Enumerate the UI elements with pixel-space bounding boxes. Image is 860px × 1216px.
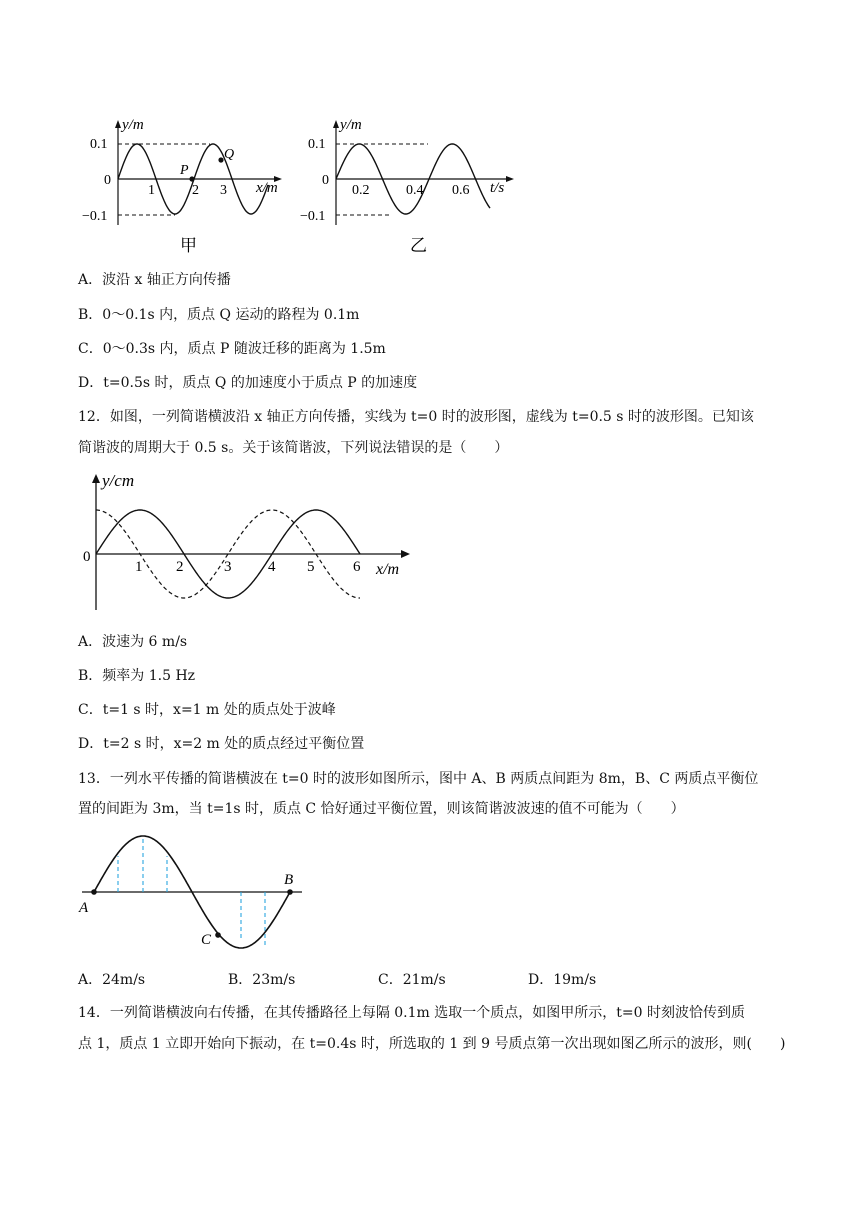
q13-stem-line2: 置的间距为 3m，当 t=1s 时，质点 C 恰好通过平衡位置，则该简谐波波速的值不可能为（ ）: [78, 801, 685, 817]
svg-text:3: 3: [220, 183, 227, 198]
svg-text:1: 1: [135, 559, 143, 575]
fig11-right-graph: [300, 110, 530, 260]
q11-option-a: A．波沿 x 轴正方向传播: [78, 272, 231, 288]
q12-ylabel: y/cm: [102, 471, 135, 490]
q12-stem-line1: 12．如图，一列简谐横波沿 x 轴正方向传播，实线为 t=0 时的波形图，虚线为 t=0.5 s 时的波形图。已知该: [78, 409, 754, 425]
point-Q-label: Q: [224, 147, 235, 162]
fig11-right-xlabel: t/s: [490, 180, 505, 196]
fig11-right-ylabel: y/m: [340, 117, 362, 133]
svg-text:0.2: 0.2: [352, 183, 370, 198]
q12-option-d: D．t=2 s 时，x=2 m 处的质点经过平衡位置: [78, 736, 365, 752]
svg-text:0.1: 0.1: [308, 137, 326, 152]
fig11-left-graph: [80, 110, 300, 260]
q12-option-c: C．t=1 s 时，x=1 m 处的质点处于波峰: [78, 702, 336, 718]
svg-text:4: 4: [268, 559, 276, 575]
svg-text:−0.1: −0.1: [300, 209, 326, 224]
q13-option-c: C．21m/s: [378, 972, 446, 988]
point-B-label: B: [284, 872, 294, 888]
svg-text:0.6: 0.6: [452, 183, 470, 198]
q13-option-b: B．23m/s: [228, 972, 296, 988]
svg-text:3: 3: [224, 559, 232, 575]
svg-text:6: 6: [353, 559, 361, 575]
q11-option-b: B．0～0.1s 内，质点 Q 运动的路程为 0.1m: [78, 307, 360, 323]
fig11-left-xlabel: x/m: [256, 180, 278, 196]
svg-text:−0.1: −0.1: [82, 209, 108, 224]
q14-stem-line1: 14．一列简谐横波向右传播，在其传播路径上每隔 0.1m 选取一个质点，如图甲所示，t=0 时刻波恰传到质: [78, 1005, 745, 1021]
svg-text:0.1: 0.1: [90, 137, 108, 152]
svg-text:0: 0: [104, 173, 111, 188]
q11-option-d: D．t=0.5s 时，质点 Q 的加速度小于质点 P 的加速度: [78, 375, 418, 391]
fig11-left-caption: 甲: [180, 236, 197, 255]
q14-stem-line2: 点 1，质点 1 立即开始向下振动，在 t=0.4s 时，所选取的 1 到 9 号质点第一次出现如图乙所示的波形，则( ): [78, 1036, 786, 1052]
q13-option-a: A．24m/s: [78, 972, 146, 988]
q13-option-d: D．19m/s: [528, 972, 597, 988]
svg-text:0: 0: [322, 173, 329, 188]
q12-option-b: B．频率为 1.5 Hz: [78, 668, 196, 684]
fig11-left-ylabel: y/m: [122, 117, 144, 133]
svg-text:2: 2: [192, 183, 199, 198]
q12-xlabel: x/m: [376, 561, 400, 578]
point-C-label: C: [201, 932, 212, 948]
fig11-right-caption: 乙: [410, 236, 427, 255]
q12-option-a: A．波速为 6 m/s: [78, 634, 188, 650]
q12-wave-figure: [80, 466, 420, 616]
q11-option-c: C．0～0.3s 内，质点 P 随波迁移的距离为 1.5m: [78, 341, 386, 357]
svg-text:0.4: 0.4: [406, 183, 424, 198]
q12-stem-line2: 简谐波的周期大于 0.5 s。关于该简谐波，下列说法错误的是（ ）: [78, 440, 509, 456]
q13-stem-line1: 13．一列水平传播的简谐横波在 t=0 时的波形如图所示，图中 A、B 两质点间距为 8m，B、C 两质点平衡位: [78, 771, 759, 787]
q13-wave-figure: [76, 826, 312, 960]
svg-text:1: 1: [148, 183, 155, 198]
point-P-label: P: [180, 163, 189, 178]
point-A-label: A: [79, 900, 89, 916]
svg-text:0: 0: [83, 549, 91, 565]
svg-text:5: 5: [307, 559, 315, 575]
svg-text:2: 2: [176, 559, 184, 575]
